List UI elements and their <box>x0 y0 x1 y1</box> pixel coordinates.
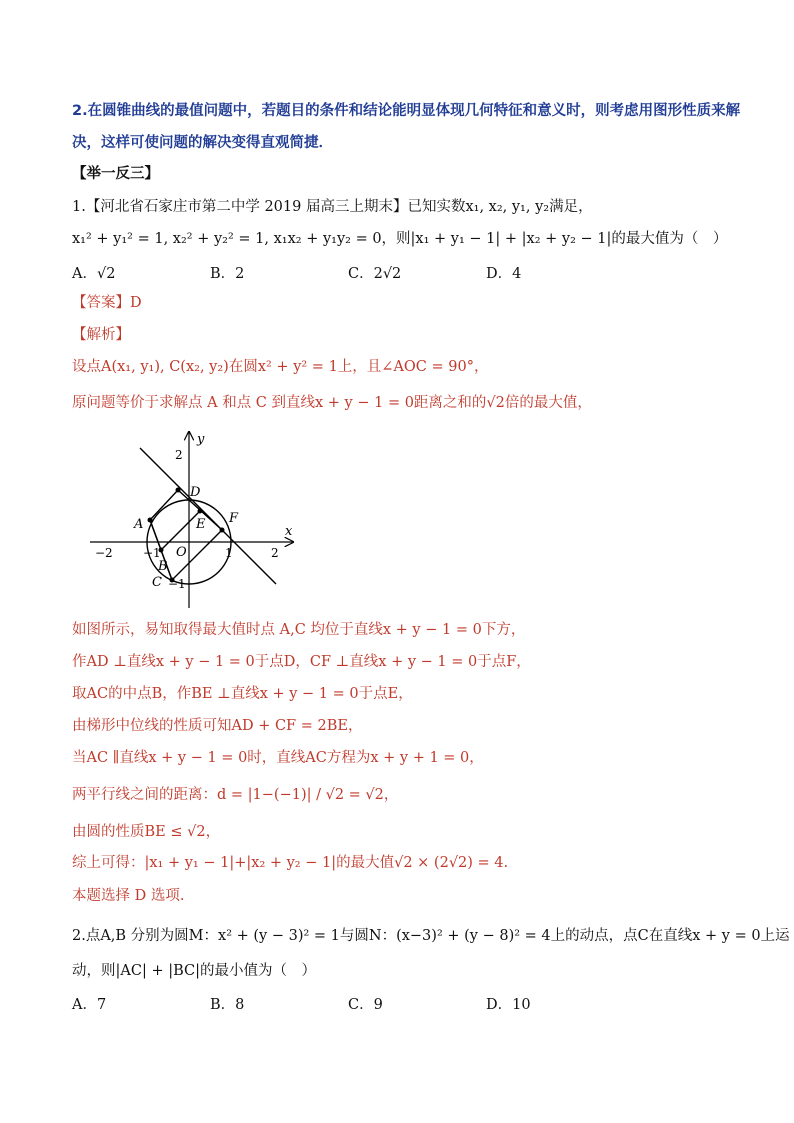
solution-line-2: 原问题等价于求解点 A 和点 C 到直线x + y − 1 = 0距离之和的√2倍的最大值， <box>72 395 592 411</box>
intro-line-1: 2.在圆锥曲线的最值问题中，若题目的条件和结论能明显体现几何特征和意义时，则考虑用图形性质来解 <box>72 103 741 119</box>
problem2-stem-2: 动，则|AC| + |BC|的最小值为（ ） <box>72 963 316 979</box>
label-two-y: 2 <box>175 448 183 462</box>
section-heading: 【举一反三】 <box>72 166 159 182</box>
point-E <box>198 509 203 514</box>
solution-line-5: 取AC的中点B，作BE ⊥直线x + y − 1 = 0于点E， <box>72 686 413 702</box>
problem1-option-d: D．4 <box>486 266 522 282</box>
label-neg-one-y: −1 <box>168 577 186 591</box>
solution-line-7: 当AC ∥直线x + y − 1 = 0时，直线AC方程为x + y + 1 = 0， <box>72 750 484 766</box>
solution-line-9: 由圆的性质BE ≤ √2， <box>72 824 221 840</box>
solution-line-3: 如图所示，易知取得最大值时点 A,C 均位于直线x + y − 1 = 0下方， <box>72 622 526 638</box>
label-A: A <box>134 517 144 532</box>
problem1-option-a: A．√2 <box>72 266 116 282</box>
label-E: E <box>196 517 206 532</box>
geometry-figure <box>88 425 318 615</box>
label-one: 1 <box>225 546 233 560</box>
problem1-stem-2: x₁² + y₁² = 1, x₂² + y₂² = 1, x₁x₂ + y₁y₂ = 0，则|x₁ + y₁ − 1| + |x₂ + y₂ − 1|的最大值为（ ） <box>72 231 728 247</box>
solution-line-6: 由梯形中位线的性质可知AD + CF = 2BE， <box>72 718 363 734</box>
label-y: y <box>197 432 205 447</box>
label-D: D <box>190 485 201 500</box>
problem2-option-c: C．9 <box>348 997 383 1013</box>
problem1-option-b: B．2 <box>210 266 245 282</box>
label-neg-one: −1 <box>143 546 161 560</box>
label-x: x <box>285 524 293 539</box>
problem2-option-a: A．7 <box>72 997 107 1013</box>
solution-line-1: 设点A(x₁, y₁), C(x₂, y₂)在圆x² + y² = 1上，且∠AOC = 90°， <box>72 359 489 375</box>
solution-line-11: 本题选择 D 选项. <box>72 888 185 904</box>
point-A <box>148 518 153 523</box>
answer-label: 【答案】D <box>72 295 142 311</box>
problem2-option-d: D．10 <box>486 997 531 1013</box>
label-two-x: 2 <box>271 546 279 560</box>
analysis-label: 【解析】 <box>72 327 130 343</box>
label-neg-two: −2 <box>95 546 113 560</box>
label-O: O <box>176 545 187 560</box>
point-F <box>220 528 225 533</box>
problem2-option-b: B．8 <box>210 997 245 1013</box>
solution-line-10: 综上可得：|x₁ + y₁ − 1|+|x₂ + y₂ − 1|的最大值√2 × (2√2) = 4. <box>72 855 509 871</box>
intro-line-2: 决，这样可使问题的解决变得直观简捷． <box>72 135 333 151</box>
point-D <box>176 488 181 493</box>
problem2-stem-1: 2.点A,B 分别为圆M：x² + (y − 3)² = 1与圆N：(x−3)² + (y − 8)² = 4上的动点，点C在直线x + y = 0上运 <box>72 928 790 944</box>
label-F: F <box>229 511 239 526</box>
label-C: C <box>152 575 162 590</box>
solution-line-8: 两平行线之间的距离：d = |1−(−1)| / √2 = √2， <box>72 787 399 803</box>
solution-line-4: 作AD ⊥直线x + y − 1 = 0于点D，CF ⊥直线x + y − 1 = 0于点F， <box>72 654 531 670</box>
label-B: B <box>158 559 168 574</box>
problem1-option-c: C．2√2 <box>348 266 402 282</box>
problem1-stem-1: 1.【河北省石家庄市第二中学 2019 届高三上期末】已知实数x₁, x₂, y₁, y₂满足， <box>72 199 593 215</box>
